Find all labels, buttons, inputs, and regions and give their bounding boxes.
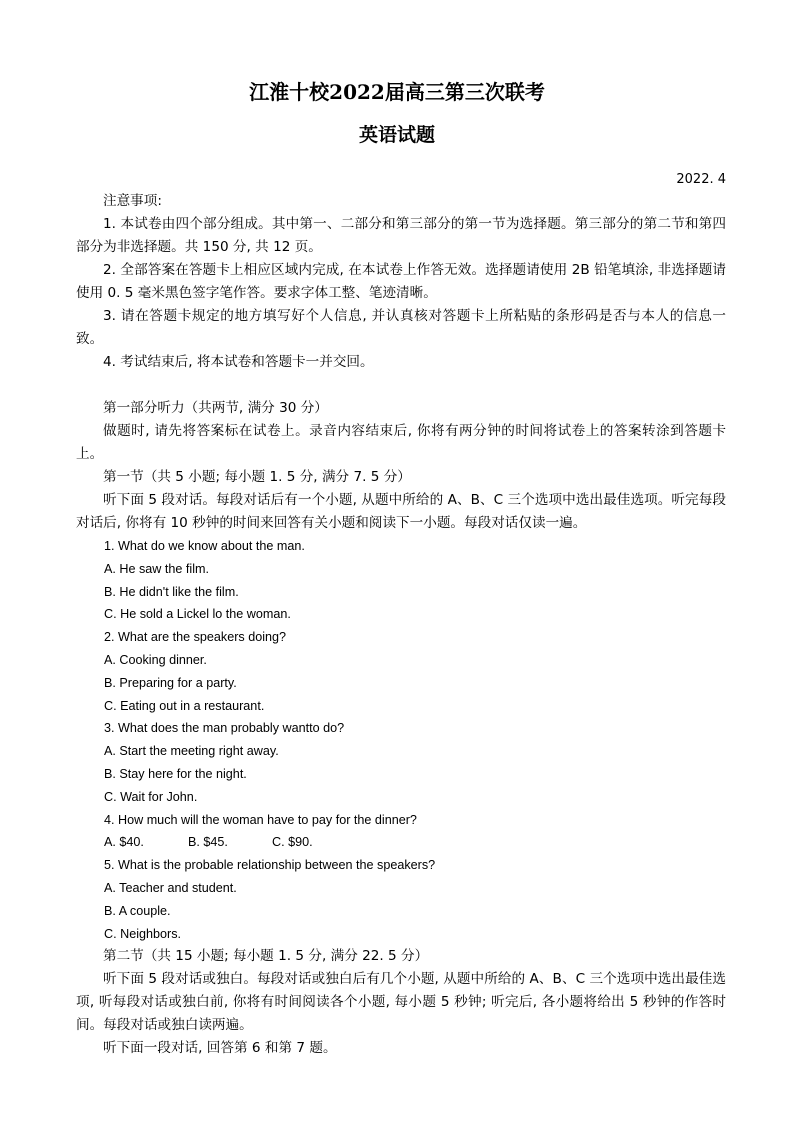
notice-item: 4. 考试结束后, 将本试卷和答题卡一并交回。 — [103, 354, 374, 370]
notice-item: 3. 请在答题卡规定的地方填写好个人信息, 并认真核对答题卡上所粘贴的条形码是否与本人的信息一致。 — [76, 308, 726, 347]
part1-heading: 第一部分听力（共两节, 满分 30 分） — [103, 400, 328, 416]
option: B. $45. — [188, 835, 228, 850]
option: C. Eating out in a restaurant. — [104, 698, 265, 713]
section1-heading: 第一节（共 5 小题; 每小题 1. 5 分, 满分 7. 5 分） — [103, 469, 411, 485]
option: A. He saw the film. — [104, 561, 209, 576]
spacer — [76, 374, 726, 397]
option: B. A couple. — [104, 903, 171, 918]
option: B. Stay here for the night. — [104, 766, 247, 781]
option: A. $40. — [104, 835, 144, 850]
question-stem: 3. What does the man probably wantto do? — [104, 721, 345, 736]
option: A. Teacher and student. — [104, 880, 237, 895]
option: A. Start the meeting right away. — [104, 744, 279, 759]
page-subtitle: 英语试题 — [358, 124, 435, 146]
exam-body — [76, 190, 726, 1060]
notice-heading: 注意事项: — [103, 193, 162, 209]
exam-date: 2022. 4 — [676, 172, 726, 187]
question-stem: 5. What is the probable relationship between the speakers? — [104, 858, 436, 873]
section2-first-dialogue: 听下面一段对话, 回答第 6 和第 7 题。 — [103, 1040, 337, 1057]
option: B. He didn't like the film. — [104, 584, 239, 599]
section1-instruction: 听下面 5 段对话。每段对话后有一个小题, 从题中所给的 A、B、C 三个选项中选出最佳选项。听完每段对话后, 你将有 10 秒钟的时间来回答有关小题和阅读下一小题。每段对话仅读一遍。 — [76, 492, 726, 531]
question-stem: 2. What are the speakers doing? — [104, 630, 287, 645]
option: C. He sold a Lickel lo the woman. — [104, 607, 291, 622]
notice-item: 1. 本试卷由四个部分组成。其中第一、二部分和第三部分的第一节为选择题。第三部分的第二节和第四部分为非选择题。共 150 分, 共 12 页。 — [76, 216, 726, 255]
option-row — [76, 831, 726, 854]
option: B. Preparing for a party. — [104, 675, 237, 690]
section2-instruction: 听下面 5 段对话或独白。每段对话或独白后有几个小题, 从题中所给的 A、B、C 三个选项中选出最佳选项, 听每段对话或独白前, 你将有时间阅读各个小题, 每小题 5 秒钟; 听完后, 各小题将给出 5 秒钟的作答时间。每段对话或独白读两遍。 — [76, 971, 726, 1034]
option: C. Wait for John. — [104, 789, 198, 804]
notice-item: 2. 全部答案在答题卡上相应区域内完成, 在本试卷上作答无效。选择题请使用 2B 铅笔填涂, 非选择题请使用 0. 5 毫米黑色签字笔作答。要求字体工整、笔迹清晰。 — [76, 262, 726, 301]
page-title: 江淮十校2022届高三第三次联考 — [249, 80, 545, 104]
question-stem: 4. How much will the woman have to pay for the dinner? — [104, 812, 417, 827]
option: C. $90. — [272, 835, 313, 850]
option: C. Neighbors. — [104, 926, 181, 941]
section2-heading: 第二节（共 15 小题; 每小题 1. 5 分, 满分 22. 5 分） — [103, 948, 429, 965]
question-stem: 1. What do we know about the man. — [104, 539, 305, 553]
option: A. Cooking dinner. — [104, 652, 207, 667]
part1-instruction: 做题时, 请先将答案标在试卷上。录音内容结束后, 你将有两分钟的时间将试卷上的答案转涂到答题卡上。 — [76, 423, 726, 462]
